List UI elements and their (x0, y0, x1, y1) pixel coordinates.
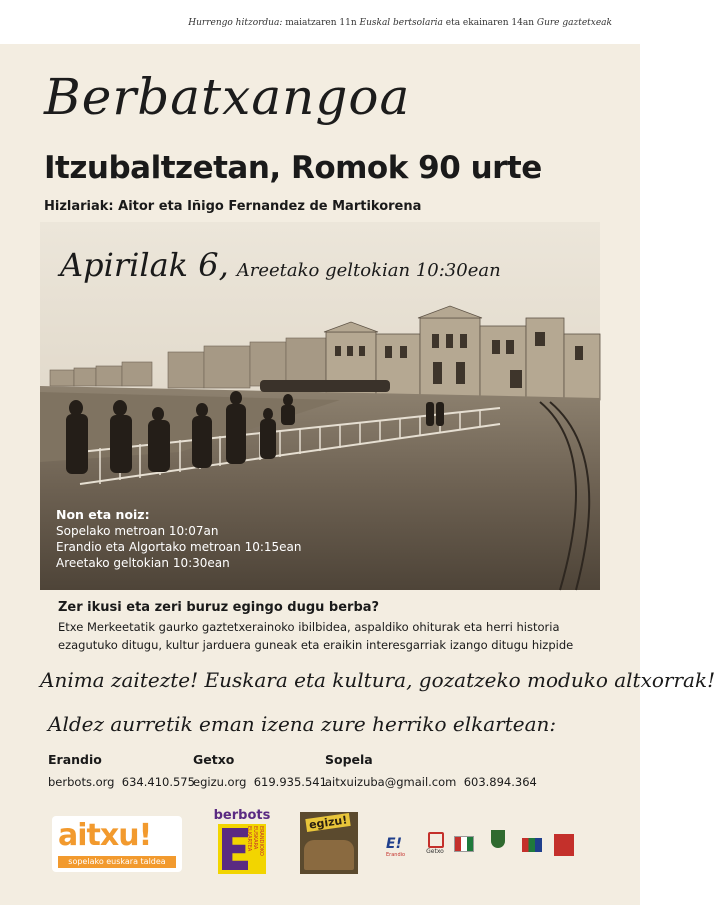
contact-getxo (193, 752, 327, 789)
contact-name: Erandio (48, 752, 102, 767)
next-events-date-2: eta ekainaren 14an (442, 18, 537, 28)
registration-note: Aldez aurretik eman izena zure herriko elkartean: (48, 712, 557, 736)
egizu-logo[interactable] (300, 812, 358, 874)
about-question: Zer ikusi eta zeri buruz egingo dugu berba? (58, 600, 380, 615)
meeting-point-item: Areetako geltokian 10:30ean (56, 556, 230, 570)
egizu-logo-name: egizu! (305, 813, 351, 832)
euskara-badge-mark (454, 836, 474, 852)
event-date-line (60, 246, 501, 284)
meeting-points (56, 507, 302, 571)
contact-erandio (48, 752, 195, 789)
next-events-date-1: maiatzaren 11n (282, 18, 360, 28)
getxo-council-logo-caption: Getxo (426, 848, 444, 855)
erandio-council-logo[interactable] (386, 836, 412, 860)
berbots-logo[interactable] (212, 808, 272, 878)
getxo-council-logo[interactable] (424, 832, 446, 862)
poster-title: Berbatxangoa (44, 68, 411, 126)
berbots-logo-mark (218, 824, 266, 874)
about-line: Etxe Merkeetatik gaurko gaztetxerainoko ibilbidea, aspaldiko ohiturak eta herri historia (58, 620, 560, 634)
contact-name: Getxo (193, 752, 235, 767)
contact-phone: 619.935.541 (253, 775, 327, 789)
getxo-council-logo-mark (428, 832, 444, 848)
next-events-note (188, 18, 612, 28)
about-line: ezagutuko ditugu, kultur jarduera guneak eta eraikin interesgarriak izango ditugu hizpide (58, 638, 574, 652)
sopela-council-logo[interactable] (486, 830, 510, 860)
contact-phone: 634.410.575 (121, 775, 195, 789)
contact-phone: 603.894.364 (463, 775, 537, 789)
event-place-time: Areetako geltokian 10:30ean (236, 260, 501, 281)
contact-name: Sopela (325, 752, 373, 767)
egizu-logo-photo (304, 840, 354, 870)
contact-web[interactable]: berbots.org (48, 775, 115, 789)
contact-web[interactable]: egizu.org (193, 775, 247, 789)
erandio-council-logo-caption: Erandio (386, 852, 406, 858)
contact-sopela (325, 752, 537, 789)
meeting-point-item: Erandio eta Algortako metroan 10:15ean (56, 540, 302, 554)
aitxu-logo-tagline: sopelako euskara taldea (58, 856, 176, 868)
next-events-event-1: Euskal bertsolaria (359, 18, 443, 28)
erandio-council-logo-text: E! (386, 836, 402, 852)
about-description (58, 618, 598, 654)
next-events-label: Hurrengo hitzordua: (188, 18, 283, 28)
sponsor-logos (40, 808, 600, 878)
bizkaia-council-logo[interactable] (552, 832, 578, 860)
event-date: Apirilak 6, (60, 246, 229, 284)
meeting-point-item: Sopelako metroan 10:07an (56, 524, 219, 538)
euskara-badge-logo[interactable] (452, 834, 474, 858)
bizkaia-council-logo-mark (554, 834, 574, 856)
meeting-points-heading: Non eta noiz: (56, 507, 150, 522)
basque-government-logo[interactable] (520, 836, 544, 858)
basque-government-logo-mark (522, 838, 542, 852)
sopela-council-logo-shield (491, 830, 505, 848)
contact-email[interactable]: aitxuizuba@gmail.com (325, 775, 457, 789)
aitxu-logo-name: aitxu! (58, 818, 152, 853)
cheer-slogan: Anima zaitezte! Euskara eta kultura, gozatzeko moduko altxorrak! (40, 668, 715, 692)
next-events-event-2: Gure gaztetxeak (536, 18, 612, 28)
berbots-logo-side-text: ERANDIOKO EUSKARA ELKARTEA (246, 826, 264, 856)
berbots-logo-name: berbots (213, 808, 271, 823)
aitxu-logo[interactable] (52, 816, 182, 872)
speakers-line: Hizlariak: Aitor eta Iñigo Fernandez de Martikorena (44, 199, 422, 214)
poster-subtitle: Itzubaltzetan, Romok 90 urte (44, 150, 542, 186)
